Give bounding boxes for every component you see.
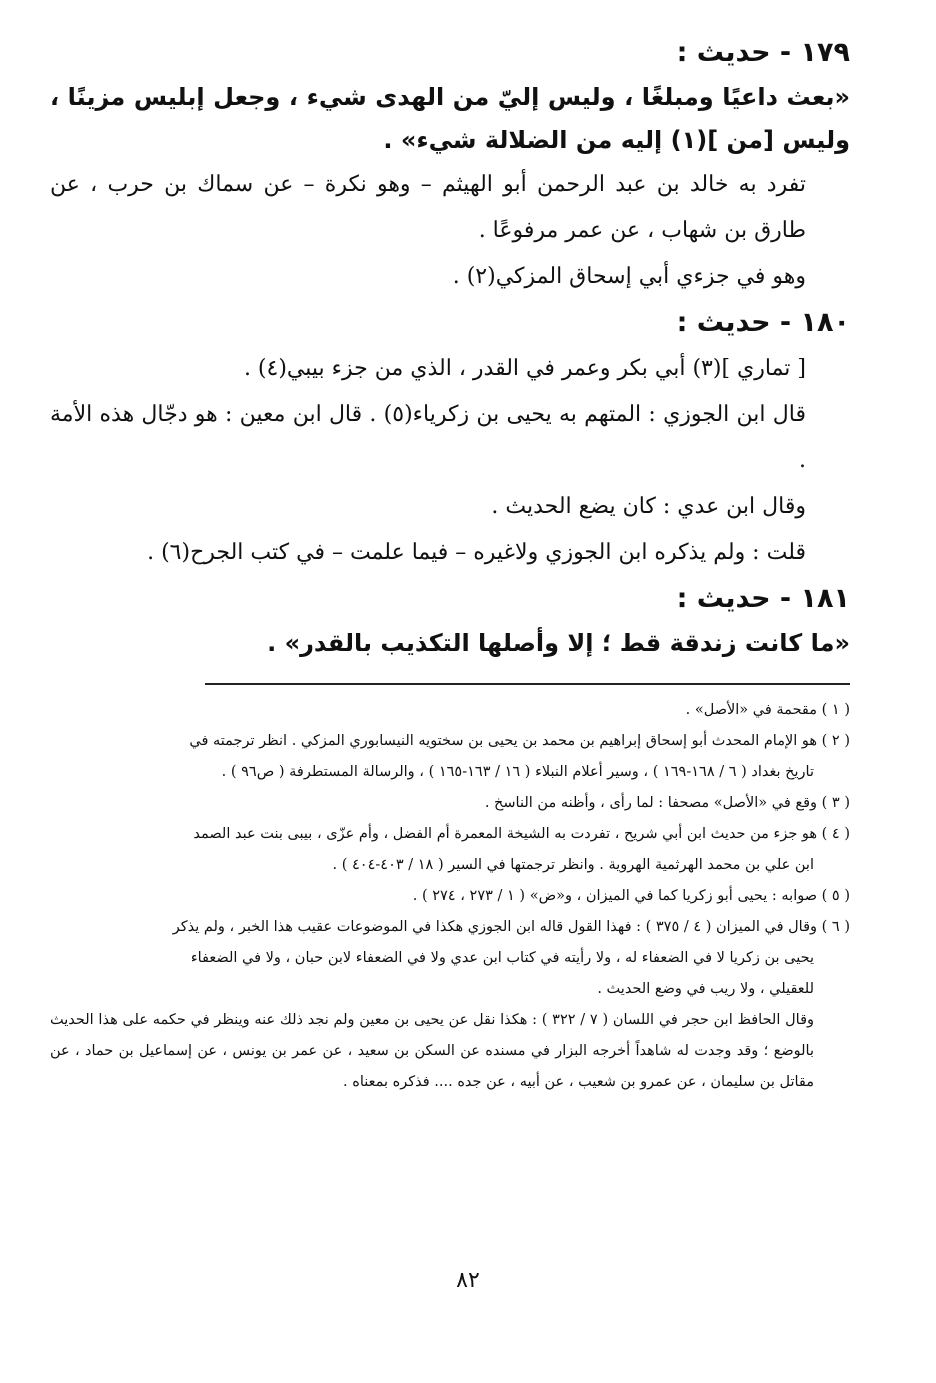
page-content [50, 30, 850, 1098]
footnote-2 [50, 726, 850, 788]
hadith-181-text: «ما كانت زندقة قط ؛ إلا وأصلها التكذيب بالقدر» . [267, 629, 850, 657]
footnote-6 [50, 912, 850, 1005]
footnotes [50, 695, 850, 1098]
footnote-3: ( ٣ ) وقع في «الأصل» مصحفا : لما رأى ، وأظنه من الناسخ . [484, 795, 850, 811]
hadith-179-para-2: وهو في جزءي أبي إسحاق المزكي(٢) . [452, 264, 806, 289]
footnote-2-line-2: تاريخ بغداد ( ٦ / ١٦٨-١٦٩ ) ، وسير أعلام النبلاء ( ١٦ / ١٦٣-١٦٥ ) ، والرسالة المستطرفة ( ص٩٦ ) . [221, 764, 814, 780]
hadith-179-heading: ١٧٩ - حديث : [676, 37, 850, 68]
footnote-5: ( ٥ ) صوابه : يحيى أبو زكريا كما في الميزان ، و«ض» ( ١ / ٢٧٣ ، ٢٧٤ ) . [412, 888, 850, 904]
footnote-4 [50, 819, 850, 881]
page-number: ٨٢ [456, 1268, 480, 1293]
footnote-1: ( ١ ) مقحمة في «الأصل» . [685, 702, 850, 718]
hadith-179-text: «بعث داعيًا ومبلغًا ، وليس إليّ من الهدى شيء ، وجعل إبليس مزينًا ، وليس [من ](١) إليه من الضلالة شيء» . [50, 83, 850, 154]
hadith-181-heading: ١٨١ - حديث : [676, 583, 850, 614]
hadith-180-para-4: قلت : ولم يذكره ابن الجوزي ولاغيره – فيما علمت – في كتب الجرح(٦) . [147, 540, 806, 565]
footnote-4-line-1: ( ٤ ) هو جزء من حديث ابن أبي شريح ، تفردت به الشيخة المعمرة أم الفضل ، وأم عزّى ، بيبى بنت عبد الصمد [193, 826, 850, 842]
hadith-180-heading: ١٨٠ - حديث : [676, 307, 850, 338]
footnote-6-line-2: يحيى بن زكريا لا في الضعفاء له ، ولا رأيته في كتاب ابن عدي ولا في الضعفاء لابن حبان ، ولا في الضعفاء [190, 950, 814, 966]
hadith-180-para-1: [ تماري ](٣) أبي بكر وعمر في القدر ، الذي من جزء بيبي(٤) . [243, 356, 806, 381]
footnote-6-continuation: وقال الحافظ ابن حجر في اللسان ( ٧ / ٣٢٢ ) : هكذا نقل عن يحيى بن معين ولم نجد ذلك عنه وينظر في حكمه على هذا الحديث بالوضع ؛ وقد وجدت له شاهداً أخرجه البزار في مسنده عن السكن بن سعيد ، عن عمر بن يونس ، عن إسماعيل بن حماد ، عن مقاتل بن سليمان ، عن عمرو بن شعيب ، عن أبيه ، عن جده .... فذكره بمعناه . [50, 1012, 815, 1090]
footnote-2-line-1: ( ٢ ) هو الإمام المحدث أبو إسحاق إبراهيم بن محمد بن يحيى بن سختويه النيسابوري المزكي . انظر ترجمته في [189, 733, 850, 749]
hadith-180-para-2: قال ابن الجوزي : المتهم به يحيى بن زكرياء(٥) . قال ابن معين : هو دجّال هذه الأمة . [50, 402, 806, 473]
footnote-4-line-2: ابن علي بن محمد الهرثمية الهروية . وانظر ترجمتها في السير ( ١٨ / ٤٠٣-٤٠٤ ) . [332, 857, 814, 873]
hadith-180-para-3: وقال ابن عدي : كان يضع الحديث . [491, 494, 806, 519]
footnote-6-line-3: للعقيلي ، ولا ريب في وضع الحديث . [597, 981, 814, 997]
footnote-separator [205, 683, 850, 685]
hadith-179-para-1: تفرد به خالد بن عبد الرحمن أبو الهيثم – وهو نكرة – عن سماك بن حرب ، عن طارق بن شهاب ، عن عمر مرفوعًا . [50, 172, 806, 243]
footnote-6-line-1: ( ٦ ) وقال في الميزان ( ٤ / ٣٧٥ ) : فهذا القول قاله ابن الجوزي هكذا في الموضوعات عقيب هذا الخبر ، ولم يذكر [172, 919, 850, 935]
